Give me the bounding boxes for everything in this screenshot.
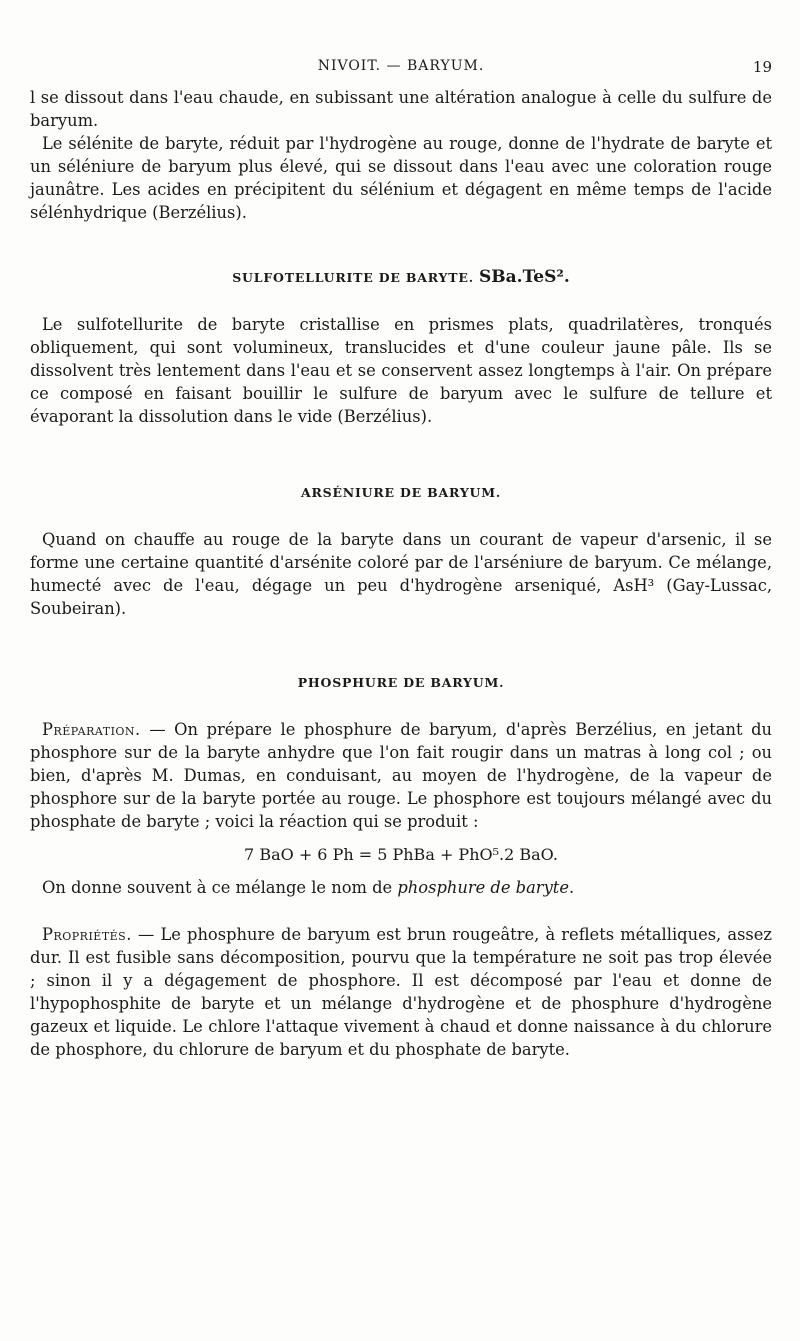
paragraph-sulfure-continuation: l se dissout dans l'eau chaude, en subissant une altération analogue à celle du sulfure de baryum.: [30, 88, 772, 130]
sulfotellurite-title-text: SULFOTELLURITE DE BARYTE.: [232, 270, 474, 285]
section-title-arseniure: ARSÉNIURE DE BARYUM.: [300, 485, 502, 500]
paragraph-sulfotellurite: Le sulfotellurite de baryte cristallise en prismes plats, quadrilatères, tronqués obliquement, qui sont volumineux, translucides et d'une couleur jaune pâle. Ils se dissolvent très lentement dans l'eau et se conservent assez longtemps à l'air. On prépare ce composé en faisant bouillir le sulfure de baryum avec le sulfure de tellure et évaporant la dissolution dans le vide (Berzélius).: [30, 315, 772, 426]
paragraph-selenite: Le sélénite de baryte, réduit par l'hydrogène au rouge, donne de l'hydrate de baryte et un séléniure de baryum plus élevé, qui se dissout dans l'eau avec une coloration rouge jaunâtre. Les acides en précipitent du sélénium et dégagent en même temps de l'acide sélénhydrique (Berzélius).: [30, 134, 772, 222]
page-header: [30, 58, 772, 80]
preparation-text: — On prépare le phosphure de baryum, d'après Berzélius, en jetant du phosphore sur de la baryte anhydre que l'on fait rougir dans un matras à long col ; ou bien, d'après M. Dumas, en conduisant, au moyen de l'hydrogène, de la vapeur de phosphore sur de la baryte portée au rouge. Le phosphore est toujours mélangé avec du phosphate de baryte ; voici la réaction qui se produit :: [30, 720, 772, 831]
body-text: [30, 86, 772, 1061]
name-note-italic: phosphure de baryte: [397, 878, 569, 897]
reaction-equation: 7 BaO + 6 Ph = 5 PhBa + PhO⁵.2 BaO.: [244, 845, 558, 864]
paragraph-preparation: [30, 718, 772, 833]
name-note-after: .: [568, 878, 575, 897]
proprietes-label: Propriétés.: [42, 925, 132, 944]
name-note-before: On donne souvent à ce mélange le nom de: [42, 878, 398, 897]
preparation-label: Préparation.: [42, 720, 141, 739]
section-title-sulfotellurite: [30, 266, 772, 289]
running-title: NIVOIT. — BARYUM.: [317, 58, 485, 74]
paragraph-arseniure: Quand on chauffe au rouge de la baryte dans un courant de vapeur d'arsenic, il se forme une certaine quantité d'arsénite coloré par de l'arséniure de baryum. Ce mélange, humecté avec de l'eau, dégage un peu d'hydrogène arseniqué, AsH³ (Gay-Lussac, Soubeiran).: [30, 530, 772, 618]
page-number: 19: [752, 58, 772, 76]
section-title-phosphure: PHOSPHURE DE BARYUM.: [297, 675, 505, 690]
proprietes-text: — Le phosphure de baryum est brun rougeâtre, à reflets métalliques, assez dur. Il est fusible sans décomposition, pourvu que la température ne soit pas trop élevée ; sinon il y a dégagement de phosphore. Il est décomposé par l'eau et donne de l'hypophosphite de baryte et un mélange d'hydrogène et de phosphure d'hydrogène gazeux et liquide. Le chlore l'attaque vivement à chaud et donne naissance à du chlorure de phosphore, du chlorure de baryum et du phosphate de baryte.: [30, 925, 772, 1059]
paragraph-name-note: [30, 876, 772, 899]
paragraph-proprietes: [30, 923, 772, 1061]
sulfotellurite-formula: SBa.TeS².: [479, 267, 570, 287]
